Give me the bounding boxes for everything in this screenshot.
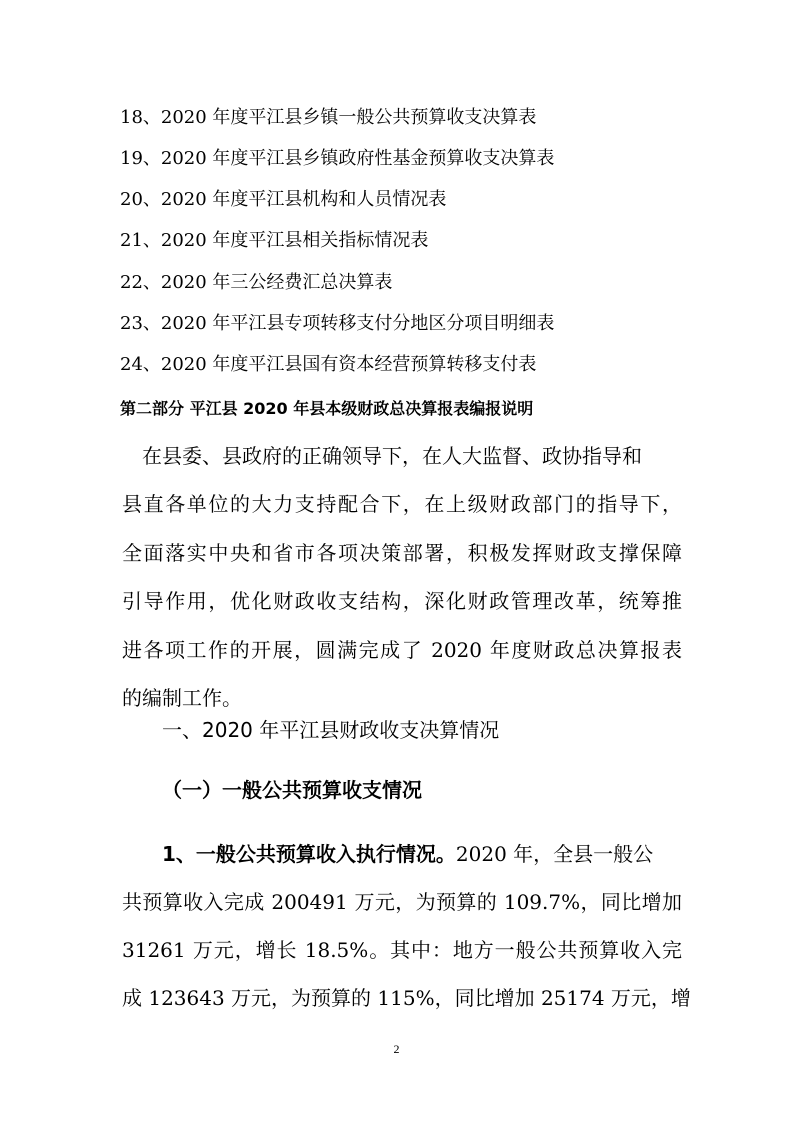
toc-item-24: 24、2020 年度平江县国有资本经营预算转移支付表	[120, 354, 537, 375]
revenue-lead: 1、一般公共预算收入执行情况。	[162, 842, 456, 866]
toc-item-19: 19、2020 年度平江县乡镇政府性基金预算收支决算表	[120, 148, 555, 169]
toc-item-23: 23、2020 年平江县专项转移支付分地区分项目明细表	[120, 313, 555, 334]
page-number: 2	[393, 1042, 400, 1056]
revenue-line-1	[162, 840, 682, 868]
toc-item-20: 20、2020 年度平江县机构和人员情况表	[120, 189, 447, 210]
intro-line-6: 的编制工作。	[122, 686, 242, 710]
revenue-line-3: 31261 万元，增长 18.5%。其中：地方一般公共预算收入完	[122, 938, 682, 962]
intro-line-3: 全面落实中央和省市各项决策部署，积极发挥财政支撑保障	[122, 541, 682, 565]
revenue-line-2: 共预算收入完成 200491 万元，为预算的 109.7%，同比增加	[122, 890, 682, 914]
section1-heading: 一、2020 年平江县财政收支决算情况	[162, 718, 500, 742]
toc-item-18: 18、2020 年度平江县乡镇一般公共预算收支决算表	[120, 107, 537, 128]
intro-line-2: 县直各单位的大力支持配合下，在上级财政部门的指导下，	[122, 492, 682, 516]
toc-item-22: 22、2020 年三公经费汇总决算表	[120, 272, 393, 293]
subsection1-heading: （一）一般公共预算收支情况	[162, 778, 422, 802]
revenue-line-1-rest: 2020 年，全县一般公	[455, 842, 654, 866]
part2-heading: 第二部分 平江县 2020 年县本级财政总决算报表编报说明	[120, 399, 534, 418]
intro-line-5: 进各项工作的开展，圆满完成了 2020 年度财政总决算报表	[122, 638, 682, 662]
intro-line-1: 在县委、县政府的正确领导下，在人大监督、政协指导和	[142, 444, 642, 468]
toc-item-21: 21、2020 年度平江县相关指标情况表	[120, 230, 429, 251]
intro-line-4: 引导作用，优化财政收支结构，深化财政管理改革，统筹推	[122, 589, 682, 613]
revenue-line-4: 成 123643 万元，为预算的 115%，同比增加 25174 万元，增	[122, 986, 691, 1010]
